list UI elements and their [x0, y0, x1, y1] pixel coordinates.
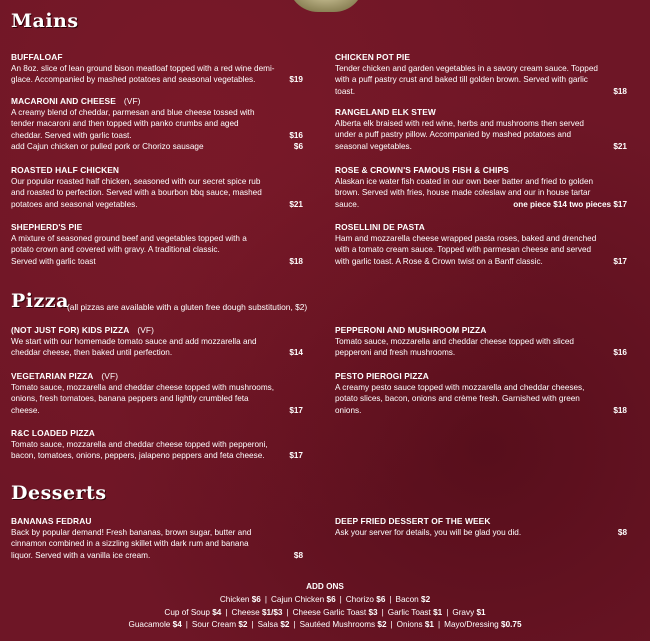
menu-item-description-line [11, 63, 303, 74]
menu-item-description-line [11, 74, 303, 85]
menu-item-description-line [335, 382, 627, 393]
description-text: toast. [335, 86, 356, 96]
addon-price: $1 [476, 607, 486, 617]
menu-item-description-line [11, 382, 303, 393]
section-title-desserts: Desserts [11, 482, 107, 504]
menu-item-price: $8 [617, 528, 627, 538]
description-text: bacon, tomatoes, onions, peppers, jalapeno peppers and feta cheese. [11, 451, 265, 461]
addon-price: $4 [212, 607, 222, 617]
menu-item [335, 371, 627, 416]
description-text: Tomato sauce, mozzarella and cheddar cheese topped with mushrooms, [11, 383, 275, 393]
vegetarian-tag: (VF) [137, 325, 155, 335]
menu-item-description-line [11, 550, 303, 561]
menu-item-name: PESTO PIEROGI PIZZA [335, 371, 429, 381]
menu-item-name: ROSE & CROWN'S FAMOUS FISH & CHIPS [335, 165, 509, 175]
menu-item-description-line [11, 199, 303, 210]
addon-name: Salsa [257, 620, 281, 630]
menu-item-price: $16 [289, 130, 303, 140]
description-text: with a tomato cream sauce. Topped with parmesan cheese and served [335, 245, 592, 255]
menu-item-description-line [11, 118, 303, 129]
menu-item-description-line [11, 176, 303, 187]
addon-name: Guacamole [128, 620, 173, 630]
addon-name: Cup of Soup [164, 607, 213, 617]
section-title-mains: Mains [11, 10, 79, 32]
description-text: A mixture of seasoned ground beef and vegetables topped with a [11, 234, 247, 244]
addon-name: Cheese Garlic Toast [292, 607, 369, 617]
menu-item [11, 371, 303, 416]
addons-section [0, 581, 650, 632]
description-text: add Cajun chicken or pulled pork or Chorizo sausage [11, 141, 204, 151]
addon-price: $1/$3 [261, 607, 283, 617]
addon-separator: | [225, 607, 228, 617]
addon-price: $2 [238, 620, 248, 630]
menu-item-price: one piece $14 two pieces $17 [513, 199, 627, 209]
description-text: Tomato sauce, mozzarella and cheddar cheese topped with sliced [335, 337, 574, 347]
menu-item-description-line [335, 187, 627, 198]
menu-item-description-line [11, 450, 303, 461]
menu-item-name: RANGELAND ELK STEW [335, 107, 436, 117]
addon-price: $6 [251, 594, 261, 604]
menu-item [335, 165, 627, 210]
menu-item-description-line [335, 176, 627, 187]
menu-item-price: $17 [289, 405, 303, 415]
menu-item-description-line [335, 63, 627, 74]
menu-item-price: $8 [293, 550, 303, 560]
menu-item-description-line [335, 74, 627, 85]
vegetarian-tag: (VF) [123, 96, 141, 106]
description-text: glace. Accompanied by mashed potatoes and seasonal vegetables. [11, 75, 256, 85]
menu-item-description-line [335, 118, 627, 129]
description-text: onions, fresh tomatoes, banana peppers and lightly crumbled feta [11, 394, 249, 404]
description-text: A creamy blend of cheddar, parmesan and blue cheese tossed with [11, 108, 255, 118]
addon-separator: | [339, 594, 342, 604]
menu-item [11, 428, 303, 462]
addons-heading: ADD ONS [306, 582, 344, 591]
description-text: Tomato sauce, mozzarella and cheddar cheese topped with pepperoni, [11, 440, 268, 450]
menu-item-description-line [11, 538, 303, 549]
menu-item-description-line [11, 244, 303, 255]
description-text: Our popular roasted half chicken, seasoned with our secret spice rub [11, 177, 261, 187]
addon-name: Mayo/Dressing [444, 620, 502, 630]
menu-item [335, 107, 627, 152]
addon-name: Bacon [395, 594, 422, 604]
description-text: Tender chicken and garden vegetables in a savory cream sauce. Topped [335, 64, 598, 74]
menu-item-description-line [335, 405, 627, 416]
menu-item-name: MACARONI AND CHEESE (VF) [11, 96, 141, 106]
addon-price: $3 [368, 607, 378, 617]
menu-item-description-line [335, 141, 627, 152]
crest-medallion [288, 0, 364, 12]
addons-row [0, 607, 650, 620]
addon-price: $6 [376, 594, 386, 604]
vegetarian-tag: (VF) [101, 371, 119, 381]
menu-item-name: ROSELLINI DE PASTA [335, 222, 425, 232]
menu-item-price: $14 [289, 348, 303, 358]
description-text: potatoes and seasonal vegetables. [11, 199, 138, 209]
description-text: cheddar cheese, then baked until perfection. [11, 348, 173, 358]
addon-price: $4 [172, 620, 182, 630]
menu-item-name: BANANAS FEDRAU [11, 516, 92, 526]
description-text: seasonal vegetables. [335, 141, 412, 151]
addon-price: $0.75 [501, 620, 522, 630]
menu-item [335, 516, 627, 538]
description-text: Alberta elk braised with red wine, herbs and mushrooms then served [335, 119, 584, 129]
description-text: Alaskan ice water fish coated in our own beer batter and fried to golden [335, 177, 594, 187]
menu-item-price: $21 [289, 199, 303, 209]
menu-item-name: R&C LOADED PIZZA [11, 428, 95, 438]
menu-item-name: VEGETARIAN PIZZA (VF) [11, 371, 119, 381]
menu-item-description-line [335, 256, 627, 267]
description-text: tender macaroni and then topped with panko crumbs and aged [11, 119, 239, 129]
menu-item-description-line [335, 129, 627, 140]
description-text: Ask your server for details, you will be glad you did. [335, 528, 522, 538]
addon-separator: | [446, 607, 449, 617]
menu-item-price: $16 [613, 348, 627, 358]
menu-item [11, 325, 303, 359]
description-text: An 8oz. slice of lean ground bison meatloaf topped with a red wine demi- [11, 64, 275, 74]
addon-name: Onions [396, 620, 425, 630]
menu-item [335, 222, 627, 267]
addon-separator: | [251, 620, 254, 630]
menu-item-description-line [11, 405, 303, 416]
menu-item [11, 222, 303, 267]
menu-item-price: $18 [613, 86, 627, 96]
addon-price: $2 [421, 594, 431, 604]
addon-separator: | [390, 620, 393, 630]
description-text: cheese. [11, 405, 40, 415]
menu-item-description-line [335, 86, 627, 97]
addon-separator: | [389, 594, 392, 604]
description-text: We start with our homemade tomato sauce and add mozzarella and [11, 337, 257, 347]
menu-item-price: $6 [293, 141, 303, 151]
menu-item [11, 96, 303, 152]
addon-name: Sautéed Mushrooms [299, 620, 378, 630]
menu-item [335, 325, 627, 359]
description-text: liquor. Served with a vanilla ice cream. [11, 550, 151, 560]
addon-price: $1 [433, 607, 443, 617]
menu-item-name: SHEPHERD'S PIE [11, 222, 83, 232]
menu-item-description-line [335, 244, 627, 255]
addon-name: Gravy [452, 607, 477, 617]
menu-item [335, 52, 627, 97]
addon-price: $2 [280, 620, 290, 630]
menu-item-description-line [11, 256, 303, 267]
menu-item-name: CHICKEN POT PIE [335, 52, 411, 62]
addon-name: Cheese [231, 607, 262, 617]
description-text: onions. [335, 405, 362, 415]
menu-item [11, 52, 303, 86]
addon-price: $1 [424, 620, 434, 630]
menu-item-description-line [11, 187, 303, 198]
addon-separator: | [437, 620, 441, 630]
addon-separator: | [185, 620, 188, 630]
menu-item-description-line [335, 393, 627, 404]
menu-item-description-line [11, 107, 303, 118]
addon-separator: | [293, 620, 296, 630]
addon-price: $2 [377, 620, 387, 630]
menu-item-name: PEPPERONI AND MUSHROOM PIZZA [335, 325, 487, 335]
menu-item-description-line [11, 439, 303, 450]
addons-row [0, 619, 650, 632]
description-text: potato slices, bacon, onions and crème fresh. Garnished with green [335, 394, 580, 404]
addon-separator: | [286, 607, 289, 617]
description-text: pepperoni and fresh mushrooms. [335, 348, 456, 358]
menu-item-description-line [335, 233, 627, 244]
addon-separator: | [381, 607, 384, 617]
addon-price: $6 [326, 594, 336, 604]
menu-item-price: $19 [289, 75, 303, 85]
menu-item-name: DEEP FRIED DESSERT OF THE WEEK [335, 516, 491, 526]
description-text: cheddar. Served with garlic toast. [11, 130, 132, 140]
menu-item-description-line [11, 393, 303, 404]
section-title-pizza: Pizza [11, 290, 69, 312]
description-text: Served with garlic toast [11, 256, 96, 266]
menu-item-price: $21 [613, 141, 627, 151]
menu-item-description-line [11, 347, 303, 358]
menu-item-price: $17 [289, 451, 303, 461]
addon-name: Cajun Chicken [270, 594, 327, 604]
menu-item-description-line [11, 527, 303, 538]
description-text: potato crown and covered with gravy. A traditional classic. [11, 245, 220, 255]
menu-item-name: (NOT JUST FOR) KIDS PIZZA (VF) [11, 325, 155, 335]
menu-item-price: $17 [613, 256, 627, 266]
description-text: with garlic toast. A Rose & Crown twist on a Banff classic. [335, 256, 543, 266]
description-text: brown. Served with fries, house made coleslaw and our in house tartar [335, 188, 591, 198]
menu-item-description-line [11, 141, 303, 152]
description-text: cinnamon combined in a sizzling skillet with dark rum and banana [11, 539, 249, 549]
menu-item-description-line [335, 336, 627, 347]
description-text: A creamy pesto sauce topped with mozzarella and cheddar cheeses, [335, 383, 585, 393]
menu-item-description-line [11, 233, 303, 244]
addon-name: Chicken [219, 594, 252, 604]
description-text: with a puff pastry crust and baked till golden brown. Served with garlic [335, 75, 588, 85]
addon-separator: | [264, 594, 267, 604]
description-text: sauce. [335, 199, 360, 209]
menu-item-price: $18 [289, 256, 303, 266]
menu-item-name: BUFFALOAF [11, 52, 63, 62]
description-text: Back by popular demand! Fresh bananas, brown sugar, butter and [11, 528, 252, 538]
description-text: Ham and mozzarella cheese wrapped pasta roses, baked and drenched [335, 234, 597, 244]
menu-item [11, 165, 303, 210]
addons-row [0, 594, 650, 607]
addon-name: Sour Cream [191, 620, 239, 630]
menu-item [11, 516, 303, 561]
menu-item-description-line [11, 336, 303, 347]
pizza-gluten-free-note: (all pizzas are available with a gluten free dough substitution, $2) [67, 302, 308, 312]
description-text: under a puff pastry pillow. Accompanied by mashed potatoes and [335, 130, 572, 140]
addon-name: Chorizo [345, 594, 377, 604]
menu-item-description-line [11, 130, 303, 141]
menu-item-description-line [335, 199, 627, 210]
description-text: and roasted to perfection. Served with a bourbon bbq sauce, mashed [11, 188, 262, 198]
menu-item-price: $18 [613, 405, 627, 415]
menu-item-name: ROASTED HALF CHICKEN [11, 165, 120, 175]
menu-item-description-line [335, 527, 627, 538]
addon-name: Garlic Toast [387, 607, 434, 617]
menu-item-description-line [335, 347, 627, 358]
